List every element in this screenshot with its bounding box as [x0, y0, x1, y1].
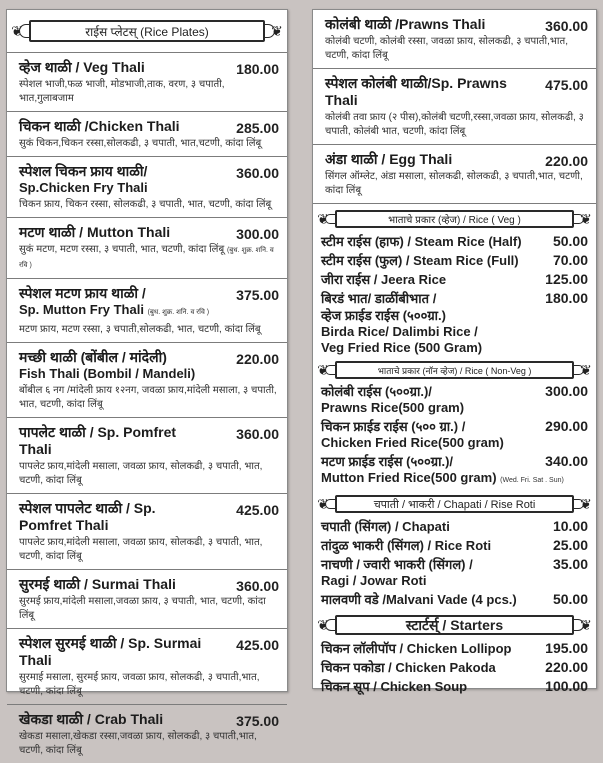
item-description: पापलेट फ्राय,मांदेली मसाला, जवळा फ्राय, सोलकढी, ३ चपाती, भात, चटणी, कांदा लिंबू	[19, 537, 263, 562]
item-description-text: सुकं मटण, मटण रस्सा, ३ चपाती, भात, चटणी, कांदा लिंबू	[19, 244, 225, 255]
section-banner-breads	[317, 491, 592, 517]
item-name: तांदुळ भाकरी (सिंगल) / Rice Roti	[321, 538, 492, 553]
item-name: चपाती (सिंगल) / Chapati	[321, 519, 450, 534]
menu-item-veg-thali	[7, 53, 287, 112]
item-title: पापलेट थाळी / Sp. Pomfret Thali	[19, 424, 177, 457]
menu-item-sp-mutton-fry-thali	[7, 279, 287, 343]
availability-note: (बुध. शुक्र. शनि. व रवि )	[19, 247, 274, 269]
item-title-english: Fish Thali (Bombil / Mandeli)	[19, 366, 196, 381]
item-name: मटण फ्राईड राईस (५००ग्रा.)/	[321, 454, 454, 469]
ornament-icon: ❦	[317, 210, 329, 227]
item-price: 180.00	[236, 61, 279, 77]
menu-row-steam-rice-half	[313, 232, 596, 251]
ornament-icon: ❦	[317, 616, 329, 633]
item-price: 70.00	[552, 252, 588, 268]
menu-row-birda-rice	[313, 289, 596, 357]
menu-item-mutton-thali	[7, 218, 287, 279]
item-description: सुरमाई मसाला, सुरमई फ्राय, जवळा फ्राय, सोलकढी, ३ चपाती,भात, चटणी, कांदा लिंबू	[19, 672, 260, 697]
item-price: 360.00	[236, 578, 279, 594]
item-name-english: Mutton Fried Rice(500 gram)	[321, 470, 497, 485]
menu-row-prawns-rice	[313, 382, 596, 417]
item-price: 35.00	[552, 556, 588, 572]
item-title: मटण थाळी / Mutton Thali	[19, 224, 171, 240]
ornament-icon: ❦	[580, 361, 592, 378]
menu-row-mutton-fried-rice	[313, 452, 596, 490]
item-title: स्पेशल चिकन फ्राय थाळी/	[19, 163, 148, 179]
item-price: 360.00	[236, 165, 279, 181]
menu-row-chicken-pakoda	[313, 658, 596, 677]
item-price: 290.00	[545, 418, 588, 434]
item-price: 425.00	[236, 637, 279, 653]
item-name: चिकन पकोडा / Chicken Pakoda	[321, 660, 496, 675]
item-description: सिंगल ऑम्लेट, अंडा मसाला, सोलकढी, सोलकढी, ३ चपाती,भात, चटणी, कांदा लिंबू	[325, 171, 583, 196]
item-price: 10.00	[552, 518, 588, 534]
item-title-english: Sp.Chicken Fry Thali	[19, 180, 148, 195]
item-name: चिकन लॉलीपॉप / Chicken Lollipop	[321, 641, 512, 656]
menu-row-rice-roti	[313, 536, 596, 555]
ornament-icon: ❦	[271, 22, 283, 39]
item-price: 25.00	[552, 537, 588, 553]
item-price: 375.00	[236, 287, 279, 303]
item-price: 285.00	[236, 120, 279, 136]
item-price: 180.00	[545, 290, 588, 306]
section-banner-starters	[317, 611, 592, 639]
item-price: 50.00	[552, 591, 588, 607]
menu-item-fish-thali	[7, 343, 287, 418]
item-price: 300.00	[236, 226, 279, 242]
menu-item-sp-prawns-thali	[313, 69, 596, 145]
more-menu-panel	[312, 9, 597, 694]
menu-item-surmai-thali	[7, 570, 287, 629]
item-name: बिरडं भात/ डाळींबीभात /	[321, 291, 437, 306]
item-name: मालवणी वडे /Malvani Vade (4 pcs.)	[321, 592, 517, 607]
item-price: 300.00	[545, 383, 588, 399]
item-name: नाचणी / ज्वारी भाकरी (सिंगल) /	[321, 557, 473, 572]
item-name: स्टीम राईस (फुल) / Steam Rice (Full)	[321, 253, 519, 268]
item-price: 340.00	[545, 453, 588, 469]
item-name-english: Prawns Rice(500 gram)	[321, 400, 465, 415]
item-description: कोलंबी चटणी, कोलंबी रस्सा, जवळा फ्राय, सोलकढी, ३ चपाती,भात, चटणी, कांदा लिंबू	[325, 36, 568, 61]
item-title: स्पेशल मटण फ्राय थाळी /	[19, 285, 146, 301]
item-price: 220.00	[545, 659, 588, 675]
menu-item-crab-thali	[7, 705, 287, 763]
item-name: स्टीम राईस (हाफ) / Steam Rice (Half)	[321, 234, 522, 249]
ornament-icon: ❦	[317, 361, 329, 378]
item-title: व्हेज थाळी / Veg Thali	[19, 59, 145, 75]
item-description: मटण फ्राय, मटण रस्सा, ३ चपाती,सोलकढी, भात, चटणी, कांदा लिंबू	[19, 324, 261, 335]
section-title: भाताचे प्रकार (व्हेज) / Rice ( Veg )	[388, 215, 521, 226]
item-title: स्पेशल सुरमई थाळी / Sp. Surmai Thali	[19, 635, 202, 668]
menu-item-sp-pomfret-thali	[7, 494, 287, 570]
item-name-english: Ragi / Jowar Roti	[321, 573, 427, 588]
section-banner-rice-veg	[317, 206, 592, 232]
section-banner-rice-nonveg	[317, 358, 592, 382]
section-title: चपाती / भाकरी / Chapati / Rise Roti	[373, 498, 536, 511]
item-price: 375.00	[236, 713, 279, 729]
menu-row-malvani-vade	[313, 590, 596, 609]
item-name-english: Chicken Fried Rice(500 gram)	[321, 435, 504, 450]
item-description: पापलेट फ्राय,मांदेली मसाला, जवळा फ्राय, सोलकढी, ३ चपाती, भात, चटणी, कांदा लिंबू	[19, 461, 263, 486]
menu-row-chicken-fried-rice	[313, 417, 596, 452]
menu-item-sp-chicken-fry-thali	[7, 157, 287, 218]
item-description: सुकं चिकन,चिकन रस्सा,सोलकढी, ३ चपाती, भात,चटणी, कांदा लिंबू	[19, 138, 262, 149]
item-name-line2: व्हेज फ्राईड राईस (५००ग्रा.)	[321, 308, 446, 323]
item-title: कोलंबी थाळी /Prawns Thali	[325, 16, 486, 32]
menu-row-jeera-rice	[313, 270, 596, 289]
item-description: चिकन फ्राय, चिकन रस्सा, सोलकढी, ३ चपाती, भात, चटणी, कांदा लिंबू	[19, 199, 272, 210]
item-description: स्पेशल भाजी,फळ भाजी, मोडभाजी,ताक, वरण, ३ चपाती, भात,गुलाबजाम	[19, 79, 225, 104]
item-price: 195.00	[545, 640, 588, 656]
item-title: स्पेशल पापलेट थाळी / Sp. Pomfret Thali	[19, 500, 156, 533]
item-price: 220.00	[545, 153, 588, 169]
item-title: खेकडा थाळी / Crab Thali	[19, 711, 164, 727]
item-description: बोंबील ६ नग /मांदेली फ्राय १२नग, जवळा फ्राय,मांदेली मसाला, ३ चपाती, भात, चटणी, कांदा लिंबू	[19, 385, 277, 410]
item-name-english: Birda Rice/ Dalimbi Rice /	[321, 324, 478, 339]
item-price: 50.00	[552, 233, 588, 249]
menu-item-pomfret-thali	[7, 418, 287, 494]
item-title-english-row	[19, 302, 279, 321]
item-price: 220.00	[236, 351, 279, 367]
menu-row-chapati	[313, 517, 596, 536]
item-description: खेकडा मसाला,खेकडा रस्सा,जवळा फ्राय, सोलकढी, ३ चपाती,भात, चटणी, कांदा लिंबू	[19, 731, 257, 756]
item-description: सुरमई फ्राय,मांदेली मसाला,जवळा फ्राय, ३ चपाती, भात, चटणी, कांदा लिंबू	[19, 596, 266, 621]
item-title: चिकन थाळी /Chicken Thali	[19, 118, 180, 134]
menu-row-chicken-soup	[313, 677, 596, 696]
item-description: कोलंबी तवा फ्राय (२ पीस),कोलंबी चटणी,रस्सा,जवळा फ्राय, सोलकढी, ३ चपाती, कोलंबी भात, चटणी, कांदा लिंबू	[325, 112, 584, 137]
item-name-english-row	[321, 470, 588, 489]
ornament-icon: ❦	[317, 495, 329, 512]
item-title-english: Sp. Mutton Fry Thali	[19, 302, 144, 317]
item-title: मच्छी थाळी (बोंबील / मांदेली)	[19, 349, 167, 365]
item-name: चिकन फ्राईड राईस (५०० ग्रा.) /	[321, 419, 466, 434]
item-price: 360.00	[236, 426, 279, 442]
item-name: कोलंबी राईस (५००ग्रा.)/	[321, 384, 432, 399]
ornament-icon: ❦	[11, 22, 23, 39]
ornament-icon: ❦	[580, 495, 592, 512]
section-title: भाताचे प्रकार (नॉन व्हेज) / Rice ( Non-Veg )	[377, 365, 532, 376]
menu-row-ragi-jowar-roti	[313, 555, 596, 590]
item-price: 360.00	[545, 18, 588, 34]
section-title: स्टार्टर्स् / Starters	[405, 616, 504, 633]
item-description	[19, 243, 279, 273]
menu-row-steam-rice-full	[313, 251, 596, 270]
item-price: 125.00	[545, 271, 588, 287]
item-price: 475.00	[545, 77, 588, 93]
item-price: 425.00	[236, 502, 279, 518]
item-name: चिकन सूप / Chicken Soup	[321, 679, 468, 694]
menu-item-sp-surmai-thali	[7, 629, 287, 705]
item-price: 100.00	[545, 678, 588, 694]
item-name-english-line2: Veg Fried Rice (500 Gram)	[321, 340, 483, 355]
section-title: राईस प्लेटस् (Rice Plates)	[85, 24, 209, 39]
menu-item-chicken-thali	[7, 112, 287, 157]
menu-row-chicken-lollipop	[313, 639, 596, 658]
rice-plates-panel	[6, 9, 288, 756]
menu-item-egg-thali	[313, 145, 596, 204]
section-banner-rice-plates	[11, 14, 283, 48]
ornament-icon: ❦	[580, 616, 592, 633]
ornament-icon: ❦	[580, 210, 592, 227]
item-title: स्पेशल कोलंबी थाळी/Sp. Prawns Thali	[325, 75, 507, 108]
menu-item-prawns-thali	[313, 10, 596, 69]
availability-note: (बुध. शुक्र. शनि. व रवि )	[147, 309, 210, 316]
item-title: सुरमई थाळी / Surmai Thali	[19, 576, 176, 592]
item-name: जीरा राईस / Jeera Rice	[321, 272, 447, 287]
availability-note: (Wed. Fri. Sat . Sun)	[500, 477, 564, 484]
item-title: अंडा थाळी / Egg Thali	[325, 151, 453, 167]
